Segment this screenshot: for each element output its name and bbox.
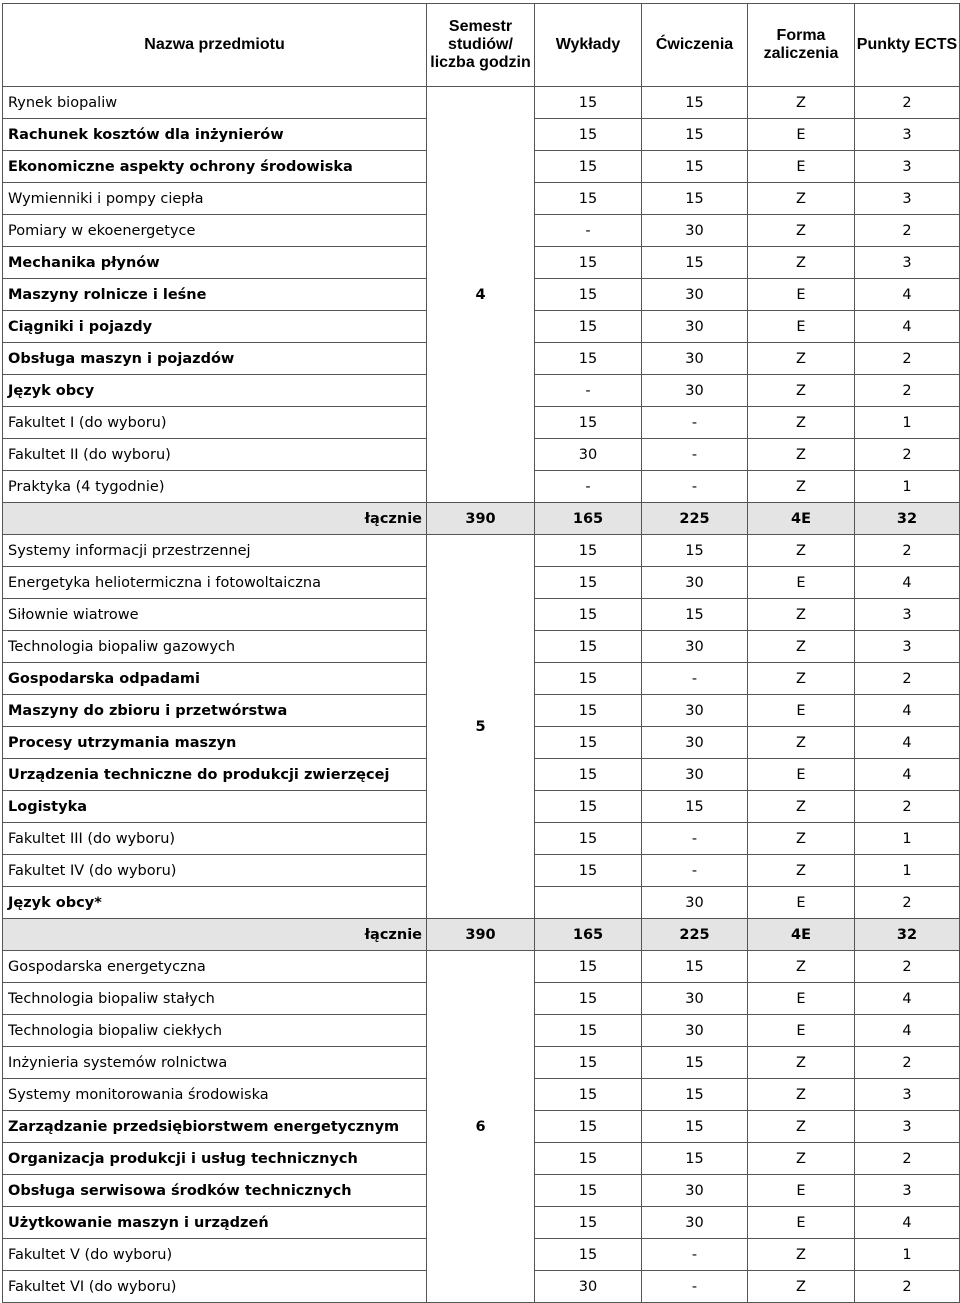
lectures-hours: 15	[535, 535, 642, 567]
total-exercises: 225	[642, 919, 748, 951]
lectures-hours: 15	[535, 311, 642, 343]
assessment-form: Z	[748, 1079, 855, 1111]
lectures-hours: 30	[535, 439, 642, 471]
exercises-hours: 30	[642, 1015, 748, 1047]
ects-points: 3	[855, 1111, 960, 1143]
assessment-form: Z	[748, 631, 855, 663]
table-body	[3, 87, 960, 1303]
lectures-hours: 15	[535, 1047, 642, 1079]
subject-name: Wymienniki i pompy ciepła	[3, 183, 427, 215]
exercises-hours: 15	[642, 119, 748, 151]
subject-name: Pomiary w ekoenergetyce	[3, 215, 427, 247]
lectures-hours: 15	[535, 87, 642, 119]
subject-name: Systemy informacji przestrzennej	[3, 535, 427, 567]
assessment-form: Z	[748, 1047, 855, 1079]
assessment-form: Z	[748, 215, 855, 247]
lectures-hours: 15	[535, 951, 642, 983]
exercises-hours: 30	[642, 631, 748, 663]
subject-name: Rachunek kosztów dla inżynierów	[3, 119, 427, 151]
exercises-hours: 30	[642, 311, 748, 343]
ects-points: 2	[855, 887, 960, 919]
total-hours: 390	[427, 503, 535, 535]
exercises-hours: 30	[642, 279, 748, 311]
ects-points: 3	[855, 599, 960, 631]
assessment-form: E	[748, 151, 855, 183]
assessment-form: Z	[748, 535, 855, 567]
assessment-form: E	[748, 695, 855, 727]
exercises-hours: -	[642, 471, 748, 503]
ects-points: 4	[855, 727, 960, 759]
assessment-form: Z	[748, 823, 855, 855]
exercises-hours: 15	[642, 791, 748, 823]
lectures-hours: 15	[535, 567, 642, 599]
assessment-form: Z	[748, 855, 855, 887]
lectures-hours: 15	[535, 1079, 642, 1111]
header-ects-points: Punkty ECTS	[855, 4, 960, 87]
assessment-form: Z	[748, 87, 855, 119]
ects-points: 3	[855, 631, 960, 663]
assessment-form: Z	[748, 1143, 855, 1175]
lectures-hours: 15	[535, 279, 642, 311]
exercises-hours: 30	[642, 695, 748, 727]
lectures-hours: 15	[535, 1175, 642, 1207]
exercises-hours: 30	[642, 567, 748, 599]
ects-points: 3	[855, 247, 960, 279]
lectures-hours: 15	[535, 151, 642, 183]
assessment-form: Z	[748, 791, 855, 823]
assessment-form: E	[748, 1015, 855, 1047]
ects-points: 1	[855, 471, 960, 503]
exercises-hours: 30	[642, 759, 748, 791]
exercises-hours: 30	[642, 215, 748, 247]
exercises-hours: 15	[642, 1111, 748, 1143]
subject-name: Fakultet II (do wyboru)	[3, 439, 427, 471]
ects-points: 4	[855, 279, 960, 311]
ects-points: 4	[855, 1207, 960, 1239]
total-exercises: 225	[642, 503, 748, 535]
lectures-hours: 15	[535, 343, 642, 375]
subject-name: Fakultet V (do wyboru)	[3, 1239, 427, 1271]
lectures-hours	[535, 887, 642, 919]
exercises-hours: 15	[642, 1079, 748, 1111]
assessment-form: E	[748, 1207, 855, 1239]
exercises-hours: 15	[642, 951, 748, 983]
assessment-form: Z	[748, 183, 855, 215]
header-subject-name: Nazwa przedmiotu	[3, 4, 427, 87]
assessment-form: E	[748, 1175, 855, 1207]
header-lectures: Wykłady	[535, 4, 642, 87]
total-label: łącznie	[3, 503, 427, 535]
ects-points: 2	[855, 87, 960, 119]
subject-name: Technologia biopaliw stałych	[3, 983, 427, 1015]
lectures-hours: 15	[535, 855, 642, 887]
total-form: 4E	[748, 919, 855, 951]
assessment-form: Z	[748, 439, 855, 471]
ects-points: 2	[855, 663, 960, 695]
assessment-form: E	[748, 759, 855, 791]
assessment-form: Z	[748, 951, 855, 983]
exercises-hours: -	[642, 1271, 748, 1303]
total-ects: 32	[855, 919, 960, 951]
subject-name: Maszyny do zbioru i przetwórstwa	[3, 695, 427, 727]
ects-points: 2	[855, 791, 960, 823]
lectures-hours: 15	[535, 791, 642, 823]
exercises-hours: -	[642, 407, 748, 439]
lectures-hours: 15	[535, 823, 642, 855]
semester-number: 5	[427, 535, 535, 919]
subject-name: Urządzenia techniczne do produkcji zwierzęcej	[3, 759, 427, 791]
exercises-hours: 30	[642, 727, 748, 759]
subject-name: Fakultet VI (do wyboru)	[3, 1271, 427, 1303]
semester-number: 4	[427, 87, 535, 503]
subject-name: Mechanika płynów	[3, 247, 427, 279]
exercises-hours: 15	[642, 183, 748, 215]
subject-name: Technologia biopaliw ciekłych	[3, 1015, 427, 1047]
lectures-hours: -	[535, 215, 642, 247]
exercises-hours: -	[642, 439, 748, 471]
ects-points: 4	[855, 567, 960, 599]
subject-name: Logistyka	[3, 791, 427, 823]
subject-name: Zarządzanie przedsiębiorstwem energetycznym	[3, 1111, 427, 1143]
assessment-form: Z	[748, 599, 855, 631]
lectures-hours: 15	[535, 599, 642, 631]
exercises-hours: 15	[642, 1047, 748, 1079]
assessment-form: Z	[748, 375, 855, 407]
lectures-hours: -	[535, 471, 642, 503]
lectures-hours: 15	[535, 727, 642, 759]
exercises-hours: -	[642, 823, 748, 855]
assessment-form: Z	[748, 1111, 855, 1143]
subject-name: Technologia biopaliw gazowych	[3, 631, 427, 663]
subject-name: Język obcy	[3, 375, 427, 407]
lectures-hours: 15	[535, 1015, 642, 1047]
subject-name: Język obcy*	[3, 887, 427, 919]
assessment-form: Z	[748, 471, 855, 503]
ects-points: 3	[855, 119, 960, 151]
exercises-hours: 30	[642, 887, 748, 919]
ects-points: 3	[855, 183, 960, 215]
assessment-form: E	[748, 567, 855, 599]
assessment-form: Z	[748, 1271, 855, 1303]
exercises-hours: -	[642, 663, 748, 695]
lectures-hours: 15	[535, 407, 642, 439]
ects-points: 4	[855, 759, 960, 791]
total-row	[3, 503, 960, 535]
table-row	[3, 951, 960, 983]
lectures-hours: 15	[535, 759, 642, 791]
lectures-hours: 15	[535, 1143, 642, 1175]
exercises-hours: 15	[642, 599, 748, 631]
ects-points: 3	[855, 1175, 960, 1207]
lectures-hours: 15	[535, 183, 642, 215]
table-row	[3, 535, 960, 567]
subject-name: Organizacja produkcji i usług technicznych	[3, 1143, 427, 1175]
ects-points: 2	[855, 343, 960, 375]
exercises-hours: 15	[642, 535, 748, 567]
assessment-form: E	[748, 119, 855, 151]
lectures-hours: 15	[535, 1111, 642, 1143]
lectures-hours: 15	[535, 1207, 642, 1239]
lectures-hours: 15	[535, 663, 642, 695]
exercises-hours: 15	[642, 247, 748, 279]
ects-points: 4	[855, 311, 960, 343]
subject-name: Fakultet I (do wyboru)	[3, 407, 427, 439]
exercises-hours: 30	[642, 343, 748, 375]
subject-name: Użytkowanie maszyn i urządzeń	[3, 1207, 427, 1239]
assessment-form: E	[748, 983, 855, 1015]
lectures-hours: -	[535, 375, 642, 407]
subject-name: Fakultet IV (do wyboru)	[3, 855, 427, 887]
assessment-form: Z	[748, 247, 855, 279]
lectures-hours: 15	[535, 1239, 642, 1271]
total-form: 4E	[748, 503, 855, 535]
lectures-hours: 30	[535, 1271, 642, 1303]
exercises-hours: 30	[642, 1207, 748, 1239]
ects-points: 2	[855, 1047, 960, 1079]
ects-points: 2	[855, 375, 960, 407]
header-row	[3, 4, 960, 87]
ects-points: 2	[855, 951, 960, 983]
exercises-hours: 30	[642, 1175, 748, 1207]
assessment-form: Z	[748, 407, 855, 439]
ects-points: 1	[855, 823, 960, 855]
header-exercises: Ćwiczenia	[642, 4, 748, 87]
subject-name: Energetyka heliotermiczna i fotowoltaiczna	[3, 567, 427, 599]
exercises-hours: 15	[642, 151, 748, 183]
subject-name: Ciągniki i pojazdy	[3, 311, 427, 343]
assessment-form: Z	[748, 727, 855, 759]
subject-name: Maszyny rolnicze i leśne	[3, 279, 427, 311]
total-lectures: 165	[535, 503, 642, 535]
ects-points: 2	[855, 1271, 960, 1303]
subject-name: Fakultet III (do wyboru)	[3, 823, 427, 855]
total-ects: 32	[855, 503, 960, 535]
assessment-form: Z	[748, 1239, 855, 1271]
total-lectures: 165	[535, 919, 642, 951]
subject-name: Procesy utrzymania maszyn	[3, 727, 427, 759]
lectures-hours: 15	[535, 119, 642, 151]
exercises-hours: 15	[642, 87, 748, 119]
exercises-hours: 30	[642, 983, 748, 1015]
ects-points: 4	[855, 695, 960, 727]
subject-name: Gospodarska odpadami	[3, 663, 427, 695]
lectures-hours: 15	[535, 631, 642, 663]
header-assessment-form: Forma zaliczenia	[748, 4, 855, 87]
total-row	[3, 919, 960, 951]
ects-points: 2	[855, 215, 960, 247]
subject-name: Inżynieria systemów rolnictwa	[3, 1047, 427, 1079]
subject-name: Obsługa serwisowa środków technicznych	[3, 1175, 427, 1207]
exercises-hours: 15	[642, 1143, 748, 1175]
subject-name: Obsługa maszyn i pojazdów	[3, 343, 427, 375]
total-label: łącznie	[3, 919, 427, 951]
ects-points: 1	[855, 855, 960, 887]
header-semester-hours: Semestr studiów/ liczba godzin	[427, 4, 535, 87]
subject-name: Rynek biopaliw	[3, 87, 427, 119]
ects-points: 4	[855, 983, 960, 1015]
subject-name: Praktyka (4 tygodnie)	[3, 471, 427, 503]
exercises-hours: 30	[642, 375, 748, 407]
ects-points: 2	[855, 1143, 960, 1175]
assessment-form: Z	[748, 343, 855, 375]
table-row	[3, 87, 960, 119]
assessment-form: E	[748, 887, 855, 919]
assessment-form: E	[748, 311, 855, 343]
ects-points: 4	[855, 1015, 960, 1047]
subject-name: Systemy monitorowania środowiska	[3, 1079, 427, 1111]
subject-name: Ekonomiczne aspekty ochrony środowiska	[3, 151, 427, 183]
ects-points: 3	[855, 151, 960, 183]
assessment-form: E	[748, 279, 855, 311]
exercises-hours: -	[642, 1239, 748, 1271]
subject-name: Siłownie wiatrowe	[3, 599, 427, 631]
ects-points: 1	[855, 407, 960, 439]
ects-points: 3	[855, 1079, 960, 1111]
subject-name: Gospodarska energetyczna	[3, 951, 427, 983]
lectures-hours: 15	[535, 247, 642, 279]
curriculum-table	[2, 3, 960, 1303]
semester-number: 6	[427, 951, 535, 1303]
ects-points: 2	[855, 535, 960, 567]
lectures-hours: 15	[535, 983, 642, 1015]
lectures-hours: 15	[535, 695, 642, 727]
total-hours: 390	[427, 919, 535, 951]
assessment-form: Z	[748, 663, 855, 695]
exercises-hours: -	[642, 855, 748, 887]
ects-points: 1	[855, 1239, 960, 1271]
ects-points: 2	[855, 439, 960, 471]
